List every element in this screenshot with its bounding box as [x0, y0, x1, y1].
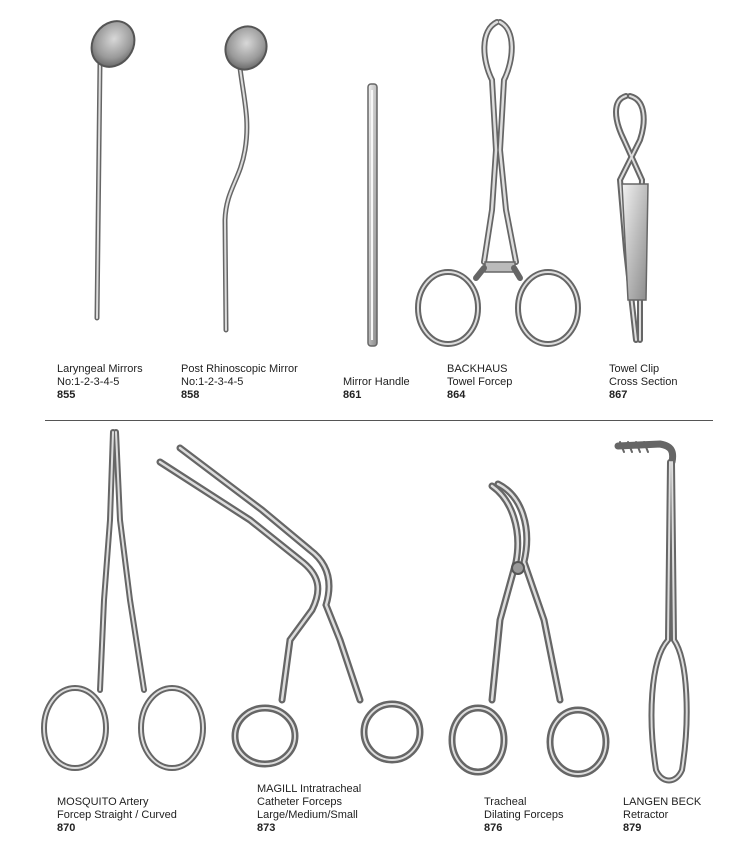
caption-line-3: Dilating Forceps	[484, 809, 564, 821]
mosquito-artery-forcep-illustration	[44, 432, 203, 768]
backhaus-towel-forcep-illustration	[418, 22, 578, 344]
caption-858	[181, 363, 298, 402]
caption-line-2: MOSQUITO Artery	[57, 796, 149, 808]
towel-clip-illustration	[616, 96, 648, 340]
mirror-handle-illustration	[368, 84, 377, 346]
caption-line-2: LANGEN BECK	[623, 796, 702, 808]
caption-867	[609, 363, 677, 402]
product-code: 870	[57, 822, 76, 834]
caption-line-1: BACKHAUS	[447, 363, 508, 375]
product-code: 876	[484, 822, 503, 834]
caption-879	[623, 796, 701, 835]
caption-861	[343, 376, 410, 402]
product-code: 864	[447, 389, 466, 401]
caption-873	[257, 783, 361, 835]
langenbeck-retractor-illustration	[618, 442, 687, 781]
caption-870	[57, 796, 177, 835]
tracheal-dilating-forceps-illustration	[452, 484, 606, 774]
caption-line-1: Post Rhinoscopic Mirror	[181, 363, 298, 375]
product-code: 858	[181, 389, 200, 401]
caption-line-3: Large/Medium/Small	[257, 809, 358, 821]
caption-line-2: Cross Section	[609, 376, 678, 388]
product-code: 873	[257, 822, 276, 834]
section-divider	[45, 420, 713, 421]
caption-line-1: Towel Clip	[609, 363, 660, 375]
caption-line-2: Towel Forcep	[447, 376, 513, 388]
product-code: 855	[57, 389, 76, 401]
caption-line-2: Tracheal	[484, 796, 527, 808]
product-code: 861	[343, 389, 362, 401]
product-code: 867	[609, 389, 628, 401]
laryngeal-mirror-illustration	[83, 13, 143, 318]
caption-line-2: No:1-2-3-4-5	[57, 376, 120, 388]
post-rhinoscopic-mirror-illustration	[218, 19, 275, 330]
caption-line-3: Forcep Straight / Curved	[57, 809, 177, 821]
caption-855	[57, 363, 143, 402]
caption-line-3: Retractor	[623, 809, 669, 821]
caption-876	[484, 796, 563, 835]
caption-line-2: No:1-2-3-4-5	[181, 376, 244, 388]
product-code: 879	[623, 822, 642, 834]
caption-line-2: Catheter Forceps	[257, 796, 342, 808]
caption-line-1: Laryngeal Mirrors	[57, 363, 143, 375]
caption-line-2: Mirror Handle	[343, 376, 410, 388]
caption-864	[447, 363, 512, 402]
caption-line-1: MAGILL Intratracheal	[257, 783, 362, 795]
